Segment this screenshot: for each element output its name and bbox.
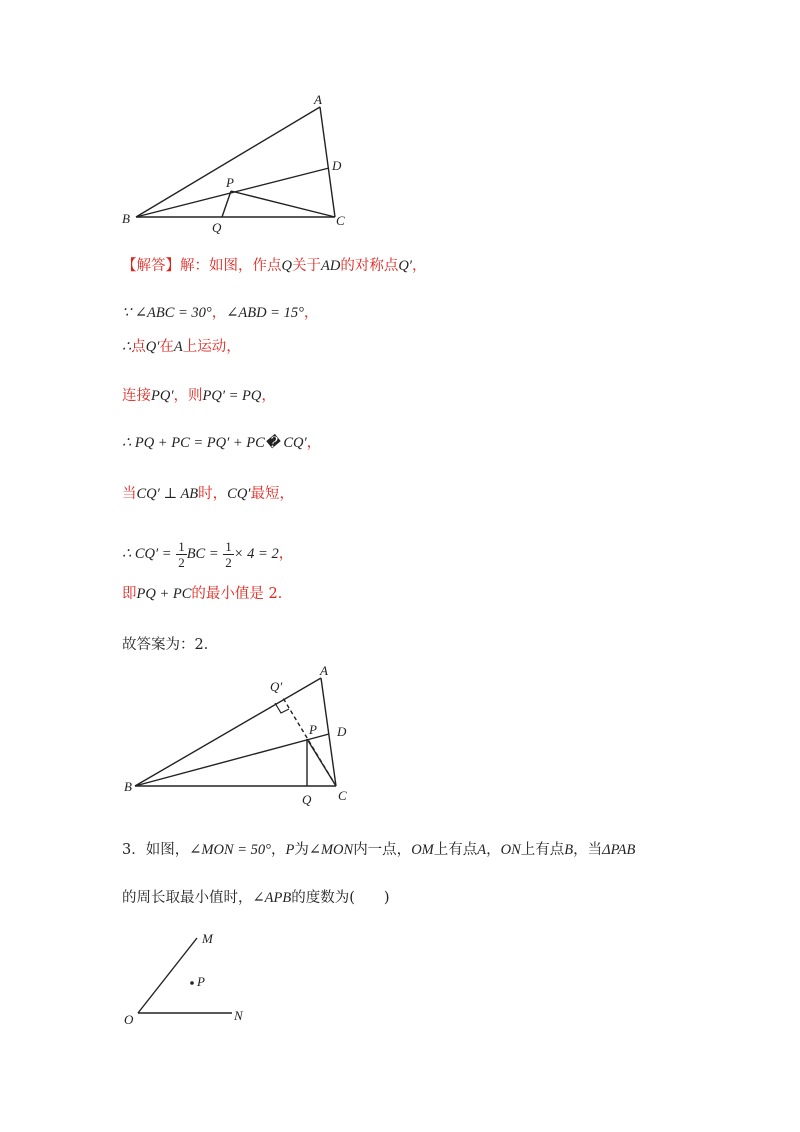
numerator: 1 <box>225 538 232 554</box>
math: ∠ABD = 15° <box>226 305 304 321</box>
text: 的周长取最小值时， <box>122 890 253 906</box>
denominator: 2 <box>225 554 232 570</box>
math: A <box>173 339 183 355</box>
figure-2-triangle <box>118 660 368 810</box>
math: CQ′ <box>227 486 251 502</box>
solution-line-6 <box>122 484 294 504</box>
solution-line-8 <box>122 584 292 604</box>
label-q: Q <box>302 792 312 807</box>
question-3-line-2 <box>122 888 390 908</box>
math: PQ′ <box>151 388 174 404</box>
label-d: D <box>332 158 342 173</box>
label-n: N <box>234 1008 243 1023</box>
solution-line-2 <box>122 303 318 323</box>
math: BC = <box>186 546 219 562</box>
text: 内一点， <box>353 842 412 858</box>
math: B <box>564 842 574 858</box>
text: 上有点 <box>520 842 565 858</box>
label-a: A <box>320 663 328 678</box>
answer-tag: 【解答】 <box>122 258 180 274</box>
label-b: B <box>122 211 130 226</box>
solution-line-3 <box>122 337 241 357</box>
math: ∴ <box>122 339 132 355</box>
text: 连接 <box>122 388 151 404</box>
math: ∠MON = 50° <box>189 842 271 858</box>
math: PQ′ = PQ <box>202 388 262 404</box>
text: ， <box>270 842 286 858</box>
math: ΔPAB <box>602 842 636 858</box>
solution-line-1 <box>122 256 426 276</box>
label-a: A <box>314 92 322 107</box>
label-c: C <box>338 788 347 803</box>
text: ， <box>486 842 501 858</box>
text: ， <box>211 305 227 321</box>
math: Q′ <box>398 258 412 274</box>
text: 当 <box>122 486 137 502</box>
text: 的度数为 <box>291 890 350 906</box>
text: ， <box>306 435 322 451</box>
text: 上运动， <box>182 339 241 355</box>
solution-line-7 <box>122 536 293 576</box>
label-p: P <box>226 175 234 190</box>
text: ，当 <box>573 842 603 858</box>
text: 点 <box>131 339 146 355</box>
label-m: M <box>202 931 213 946</box>
math: Q′ <box>145 339 160 355</box>
fraction-1 <box>176 539 187 570</box>
text: 关于 <box>291 258 321 274</box>
math: ∴ PQ + PC = PQ′ + PC� CQ′ <box>122 435 307 451</box>
math: ∴ CQ′ = <box>122 546 172 562</box>
numerator: 1 <box>178 538 185 554</box>
math: OM <box>411 842 434 858</box>
text: ， <box>303 305 319 321</box>
math: ∠MON <box>308 842 354 858</box>
text: ， <box>411 258 427 274</box>
text: 解：如图，作点 <box>180 258 282 274</box>
text: 最短， <box>250 486 294 502</box>
answer-line: 故答案为：2． <box>122 637 219 653</box>
figure-1-triangle <box>110 90 360 240</box>
denominator: 2 <box>178 554 185 570</box>
text: 上有点 <box>433 842 478 858</box>
text: 即 <box>122 586 137 602</box>
math: AD <box>320 258 341 274</box>
text: 如图， <box>145 842 190 858</box>
point-p-dot <box>190 981 194 985</box>
text: ， <box>261 388 276 404</box>
text: 在 <box>159 339 174 355</box>
text: ，则 <box>173 388 203 404</box>
label-p: P <box>197 974 205 989</box>
label-c: C <box>336 213 345 228</box>
math: PQ + PC <box>136 586 192 602</box>
math: ∵ ∠ABC = 30° <box>122 305 212 321</box>
math: × 4 = 2 <box>233 546 279 562</box>
question-number: 3． <box>122 842 146 858</box>
text: ， <box>278 546 294 562</box>
math: P <box>285 842 295 858</box>
label-q: Q <box>212 220 222 235</box>
math: CQ′ ⊥ AB <box>136 486 199 502</box>
math: A <box>477 842 487 858</box>
label-d: D <box>337 724 347 739</box>
label-q-prime: Q′ <box>270 679 283 694</box>
label-p: P <box>309 722 317 737</box>
figure-3-angle <box>118 925 268 1035</box>
math: Q <box>281 258 292 274</box>
text: 的最小值是 2． <box>191 586 293 602</box>
text: 的对称点 <box>340 258 399 274</box>
question-3-line-1 <box>122 840 635 860</box>
text: 时， <box>198 486 228 502</box>
fraction-2 <box>223 539 234 570</box>
math: ∠APB <box>252 890 292 906</box>
text: 为 <box>294 842 309 858</box>
label-b: B <box>124 779 132 794</box>
label-o: O <box>124 1012 134 1027</box>
answer-blank: ( ) <box>349 890 390 906</box>
math: ON <box>500 842 521 858</box>
solution-line-4 <box>122 386 276 406</box>
solution-line-5 <box>122 433 321 453</box>
